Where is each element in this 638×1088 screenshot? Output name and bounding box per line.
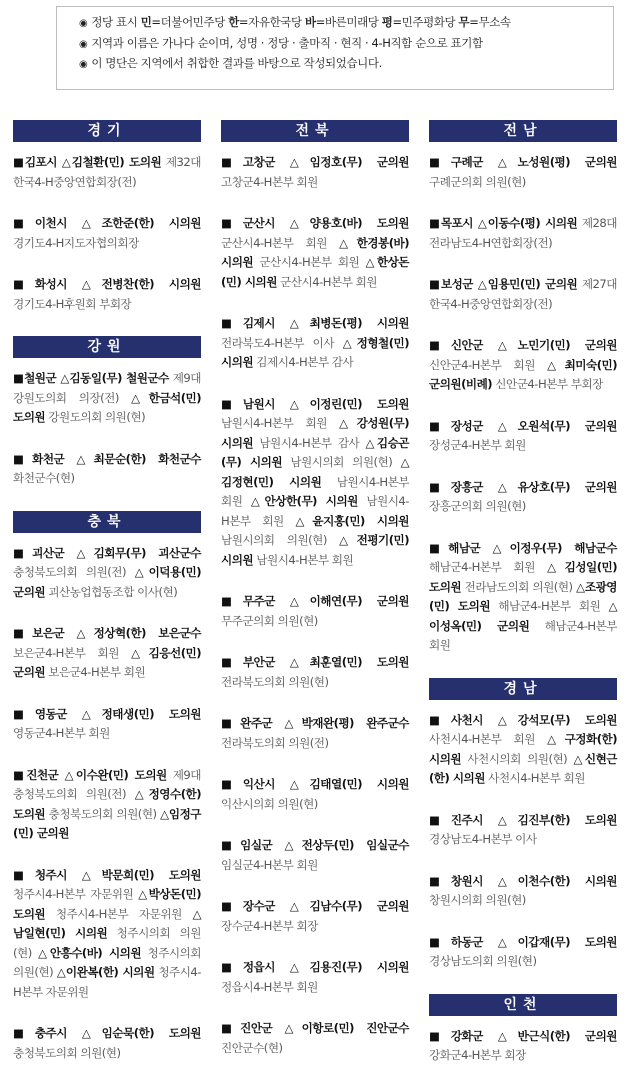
- bullet-icon: ◉: [79, 59, 88, 70]
- candidate-entry: [429, 336, 617, 395]
- party-name: 바른미래당: [324, 15, 379, 29]
- party-name: 자유한국당: [248, 15, 302, 29]
- candidate-career: 경상남도의회 의원(현): [429, 954, 537, 968]
- candidate-name: △한상돈(민) 시의원: [221, 255, 410, 289]
- candidate-career: 장흥군의회 의원(현): [429, 499, 526, 513]
- region-header: 강원: [13, 336, 201, 358]
- candidate-name: ■괴산군 △김회무(무) 괴산군수: [13, 545, 201, 560]
- region-section: [13, 511, 201, 1064]
- column-3: [429, 120, 617, 1088]
- candidate-name: △조광영(민) 도의원: [429, 579, 618, 613]
- candidate-career: 충청북도의회 의원(현): [45, 806, 161, 821]
- bullet-icon: ◉: [79, 38, 88, 50]
- candidate-name: ■하동군 △이갑재(무) 도의원: [429, 934, 617, 949]
- candidate-name: △이성옥(민) 군의원: [429, 599, 618, 633]
- candidate-entry: [13, 369, 201, 428]
- candidate-name: ■영동군 △정태생(민) 도의원: [13, 706, 201, 721]
- party-name: 더불어민주당: [160, 15, 225, 29]
- candidate-name: △강성원(무) 시의원: [221, 416, 409, 450]
- region-header: 전남: [429, 120, 617, 142]
- candidate-career: 보은군4-H본부 회원: [13, 645, 132, 660]
- candidate-entry: [429, 1027, 617, 1066]
- party-list: 민=더불어민주당 한=자유한국당 바=바른미래당 평=민주평화당 무=무소속: [140, 15, 511, 29]
- candidate-career: 무주군의회 의원(현): [221, 613, 318, 628]
- candidate-entry: [13, 866, 201, 1003]
- candidate-career: 사천시의회 의원(현): [461, 751, 574, 766]
- candidate-entry: [13, 705, 201, 744]
- region-section: [13, 120, 201, 314]
- candidate-name: ■충주시 △임순묵(한) 도의원: [13, 1026, 201, 1040]
- candidate-career: 경기도4-H후원회 부회장: [13, 296, 132, 311]
- candidate-career: 전라북도의회 의원(현): [221, 674, 329, 689]
- candidate-career: 경기도4-H지도자협의회장: [13, 235, 139, 250]
- candidate-name: ■남원시 △이정린(민) 도의원: [221, 396, 409, 411]
- region-header: 경기: [13, 120, 201, 142]
- candidate-career: 청주시4-H본부 자문위원: [13, 887, 139, 901]
- candidate-name: ■해남군 △이정우(무) 해남군수: [429, 540, 617, 555]
- candidate-name: ■장수군 △김남수(무) 군의원: [221, 899, 409, 913]
- candidate-career: 괴산농업협동조합 이사(현): [45, 584, 178, 599]
- candidate-career: 사천시4-H본부 회원: [429, 732, 548, 746]
- candidate-entry: [429, 711, 617, 789]
- candidate-entry: [429, 417, 617, 456]
- candidate-name: △김성일(민) 도의원: [429, 560, 617, 594]
- candidate-name: ■진천군 △이수완(민) 도의원: [13, 767, 167, 782]
- party-code: 바: [304, 15, 316, 29]
- candidate-career: 신안군4-H본부 회원: [429, 357, 548, 372]
- candidate-career: 남원시4-H본부 회원: [221, 416, 340, 430]
- candidate-entry: [429, 153, 617, 192]
- column-2: [221, 120, 409, 1080]
- candidate-entry: [221, 395, 409, 571]
- party-code: 평: [381, 15, 393, 29]
- candidate-career: 청주시4-H본부 자문위원: [13, 965, 201, 999]
- candidate-name: ■임실군 △전상두(민) 임실군수: [221, 838, 409, 852]
- candidate-career: 남원시4-H본부 회원: [253, 552, 354, 567]
- candidate-career: 강원도의회 의원(현): [45, 410, 146, 424]
- candidate-name: ■군산시 △양용호(바) 도의원: [221, 216, 409, 230]
- region-section: [429, 994, 617, 1066]
- candidate-career: 해남군4-H본부 회원: [429, 560, 548, 574]
- candidate-name: △김응선(민) 군의원: [13, 645, 201, 679]
- candidate-entry: [429, 214, 617, 253]
- candidate-entry: [221, 214, 409, 292]
- legend-line-order: ◉ 지역과 이름은 가나다 순이며, 성명 · 정당 · 출마직 · 현직 · 4-H직함 순으로 표기함: [79, 35, 483, 50]
- candidate-name: △안상한(무) 시의원: [250, 494, 358, 508]
- candidate-entry: [13, 766, 201, 844]
- candidate-career: 전라북도4-H본부 이사: [221, 335, 343, 350]
- candidate-career: 장성군4-H본부 회원: [429, 438, 526, 452]
- region-section: [429, 120, 617, 656]
- candidate-career: 전라남도의회 의원(현): [461, 579, 577, 594]
- candidate-entry: [221, 775, 409, 814]
- candidate-name: △한경봉(바) 시의원: [221, 235, 409, 269]
- candidate-name: ■보성군 △임용민(민) 군의원: [429, 277, 578, 291]
- candidate-name: ■무주군 △이해연(무) 군의원: [221, 594, 409, 608]
- candidate-name: △안흥수(바) 시의원: [38, 945, 142, 960]
- candidate-career: 남원시4-H본부 회원: [221, 494, 409, 528]
- candidate-career: 해남군4-H본부 회원: [429, 618, 617, 652]
- candidate-career: 남원시의회 의원(현): [282, 455, 401, 469]
- region-header: 전북: [221, 120, 409, 142]
- candidate-name: ■보은군 △정상혁(한) 보은군수: [13, 626, 201, 640]
- candidate-entry: [221, 153, 409, 192]
- region-section: [429, 678, 617, 972]
- candidate-name: △윤지홍(민) 시의원: [295, 513, 409, 528]
- candidate-name: △남일현(민) 시의원: [13, 906, 201, 940]
- candidate-name: ■장흥군 △유상호(무) 군의원: [429, 479, 617, 494]
- party-name: 민주평화당: [401, 15, 456, 29]
- candidate-name: △이완복(한) 시의원: [56, 965, 155, 979]
- candidate-career: 제9대 강원도의회 의장(전): [13, 371, 201, 405]
- candidate-career: 군산시4-H본부 회원: [253, 255, 366, 269]
- candidate-career: 청주시4-H본부 자문위원: [45, 906, 193, 921]
- candidate-entry: [429, 539, 617, 656]
- candidate-name: △정형철(민) 시의원: [221, 335, 410, 369]
- candidate-name: ■고창군 △임정호(무) 군의원: [221, 155, 409, 169]
- candidate-entry: [221, 1019, 409, 1058]
- candidate-career: 제27대 한국4-H중앙연합회장(전): [429, 277, 617, 311]
- candidate-career: 진안군수(현): [221, 1040, 283, 1055]
- candidate-career: 김제시4-H본부 감사: [253, 355, 354, 369]
- candidate-career: 남원시4-H본부 감사: [253, 435, 366, 450]
- candidate-name: ■부안군 △최훈열(민) 도의원: [221, 655, 409, 669]
- legend-line-parties: ◉ 정당 표시 민=더불어민주당 한=자유한국당 바=바른미래당 평=민주평화당 무=무소속: [79, 15, 511, 29]
- candidate-name: △이덕용(민) 군의원: [13, 565, 202, 599]
- party-code: 한: [228, 15, 239, 29]
- candidate-entry: [13, 214, 201, 253]
- candidate-career: 익산시의회 의원(현): [221, 796, 318, 811]
- candidate-name: ■이천시 △조한준(한) 시의원: [13, 216, 201, 230]
- candidate-entry: [429, 275, 617, 314]
- candidate-career: 구례군의회 의원(현): [429, 174, 526, 189]
- candidate-career: 제28대 전라남도4-H연합회장(전): [429, 216, 617, 250]
- candidate-name: ■철원군 △김동일(무) 철원군수: [13, 371, 169, 385]
- candidate-name: △김정현(민) 시의원: [221, 455, 409, 489]
- candidate-career: 해남군4-H본부 회원: [490, 599, 609, 613]
- candidate-name: △한금석(민) 도의원: [13, 390, 202, 424]
- candidate-entry: [221, 958, 409, 997]
- candidate-name: ■익산시 △김태열(민) 시의원: [221, 777, 409, 791]
- candidate-name: ■완주군 △박재완(평) 완주군수: [221, 716, 409, 730]
- candidate-career: 제9대 충청북도의회 의원(전): [13, 767, 201, 801]
- candidate-name: ■김제시 △최병돈(평) 시의원: [221, 316, 409, 330]
- candidate-career: 정읍시4-H본부 회원: [221, 979, 318, 994]
- candidate-entry: [221, 714, 409, 753]
- candidate-entry: [13, 544, 201, 603]
- candidate-career: 군산시4-H본부 회원: [276, 274, 377, 289]
- candidate-entry: [13, 275, 201, 314]
- candidate-career: 신안군4-H본부 부회장: [492, 377, 603, 391]
- candidate-name: ■화성시 △전병찬(한) 시의원: [13, 277, 201, 291]
- candidate-career: 경상남도4-H본부 이사: [429, 832, 537, 846]
- candidate-name: ■화천군 △최문순(한) 화천군수: [13, 451, 201, 466]
- candidate-name: ■구례군 △노성원(평) 군의원: [429, 155, 617, 169]
- candidate-career: 화천군수(현): [13, 471, 75, 485]
- candidate-entry: [429, 872, 617, 911]
- candidate-name: ■정읍시 △김용진(무) 시의원: [221, 960, 409, 974]
- candidate-career: 강화군4-H본부 회장: [429, 1048, 526, 1062]
- candidate-entry: [429, 933, 617, 972]
- party-code: 무: [458, 15, 470, 29]
- party-code: 민: [140, 15, 152, 29]
- column-1: [13, 120, 201, 1085]
- region-header: 충북: [13, 511, 201, 533]
- candidate-career: 임실군4-H본부 회원: [221, 857, 318, 872]
- candidate-career: 창원시의회 의원(현): [429, 893, 526, 907]
- candidate-career: 충청북도의회 의원(전): [13, 565, 135, 579]
- candidate-name: △전평기(민) 시의원: [221, 533, 410, 567]
- candidate-career: 제32대 한국4-H중앙연합회장(전): [13, 155, 201, 189]
- candidate-entry: [221, 836, 409, 875]
- candidate-career: 영동군4-H본부 회원: [13, 726, 110, 740]
- legend-box: [56, 6, 614, 90]
- candidate-career: 고창군4-H본부 회원: [221, 174, 318, 189]
- region-header: 인천: [429, 994, 617, 1016]
- candidate-career: 청주시의회 의원(현): [13, 945, 202, 979]
- candidate-name: △김승곤(무) 시의원: [221, 435, 410, 469]
- region-section: [221, 120, 409, 1058]
- candidate-entry: [13, 153, 201, 192]
- candidate-name: ■사천시 △강석모(무) 도의원: [429, 712, 617, 727]
- candidate-entry: [221, 653, 409, 692]
- candidate-career: 장수군4-H본부 회장: [221, 918, 318, 933]
- candidate-name: ■김포시 △김철환(민) 도의원: [13, 155, 162, 169]
- candidate-career: 군산시4-H본부 회원: [221, 235, 340, 250]
- region-section: [13, 336, 201, 489]
- candidate-entry: [429, 811, 617, 850]
- candidate-name: ■창원시 △이천수(한) 시의원: [429, 873, 617, 888]
- legend-line-source: ◉ 이 명단은 지역에서 취합한 결과를 바탕으로 작성되었습니다.: [79, 56, 382, 70]
- candidate-career: 남원시4-H본부 회원: [221, 474, 409, 508]
- candidate-career: 전라북도의회 의원(전): [221, 735, 329, 750]
- candidate-name: ■신안군 △노민기(민) 군의원: [429, 338, 617, 352]
- candidate-name: ■진안군 △이항로(민) 진안군수: [221, 1021, 409, 1035]
- bullet-icon: ◉: [79, 18, 88, 29]
- candidate-name: ■장성군 △오원석(무) 군의원: [429, 418, 617, 433]
- candidate-name: △구정화(한) 시의원: [429, 732, 617, 766]
- candidate-entry: [221, 592, 409, 631]
- candidate-career: 충청북도의회 의원(현): [13, 1045, 121, 1060]
- candidate-entry: [13, 450, 201, 489]
- candidate-name: ■강화군 △반근식(한) 군의원: [429, 1028, 617, 1043]
- candidate-name: △정영수(한) 도의원: [13, 787, 202, 821]
- candidate-career: 남원시의회 의원(현): [221, 533, 340, 547]
- candidate-entry: [429, 478, 617, 517]
- candidate-career: 청주시의회 의원(현): [13, 926, 201, 960]
- candidate-entry: [221, 897, 409, 936]
- candidate-name: △박상돈(민) 도의원: [13, 887, 202, 921]
- candidate-name: ■청주시 △박문희(민) 도의원: [13, 867, 201, 882]
- candidate-name: △신현근(한) 시의원: [429, 751, 618, 785]
- candidate-name: ■목포시 △이동수(평) 시의원: [429, 216, 578, 230]
- party-name: 무소속: [478, 15, 511, 29]
- candidate-name: △임정구(민) 군의원: [13, 806, 202, 840]
- candidate-entry: [13, 1024, 201, 1063]
- candidate-career: 사천시4-H본부 회원: [484, 771, 585, 785]
- candidate-name: △최미숙(민) 군의원(비례): [429, 357, 617, 391]
- candidate-entry: [13, 624, 201, 683]
- candidate-career: 보은군4-H본부 회원: [45, 665, 146, 679]
- candidate-entry: [221, 314, 409, 373]
- region-header: 경남: [429, 678, 617, 700]
- candidate-name: ■진주시 △김진부(한) 도의원: [429, 812, 617, 827]
